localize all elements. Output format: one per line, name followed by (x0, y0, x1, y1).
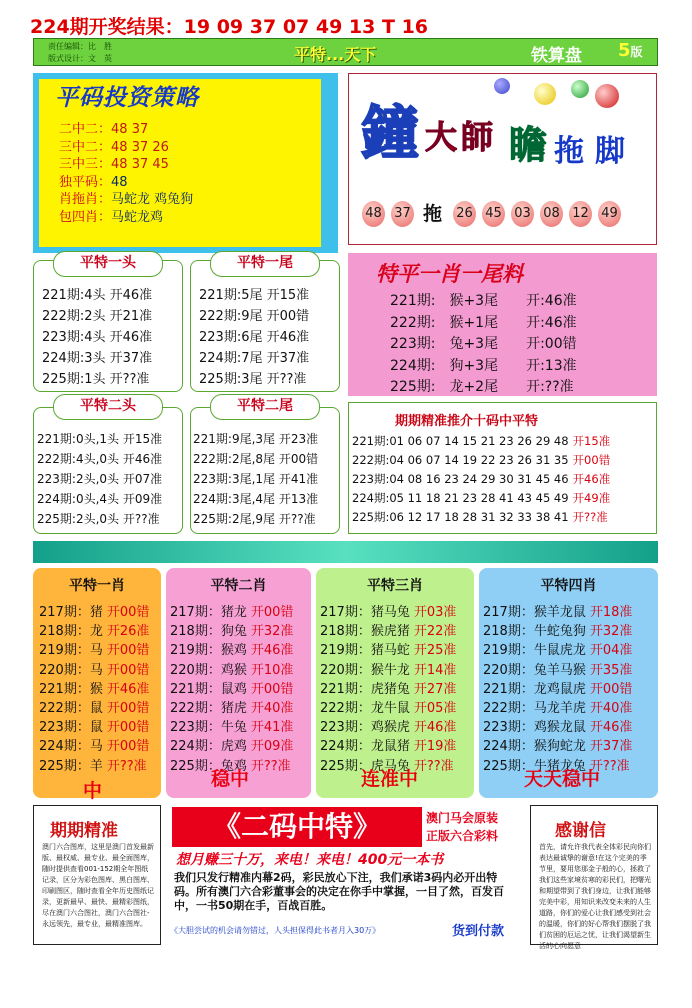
zodiac-pick: 222期：鼠 (39, 701, 103, 716)
zodiac-result: 开25准 (413, 643, 457, 659)
tail1-line: 225期:3尾 开??准 (199, 372, 307, 387)
ball-decoration (494, 78, 510, 94)
zodiac-column-line (483, 639, 632, 658)
zodiac-column-line (170, 639, 293, 658)
zodiac-column-line (39, 639, 149, 658)
zodiac-result: 开??准 (250, 758, 291, 774)
zodiac-result: 开??准 (413, 758, 454, 774)
zodiac-column-line (483, 659, 632, 678)
title-band (33, 38, 658, 66)
accurate-panel (33, 805, 161, 945)
zodiac-result: 开05准 (413, 701, 457, 716)
zodiac-column-line (170, 735, 293, 754)
zodiac-pick: 218期：狗兔 (170, 624, 247, 640)
zodiac-pick: 223期：牛兔 (170, 720, 247, 736)
strategy-row (59, 156, 193, 174)
number-ball: 49 (598, 201, 621, 227)
zodiac-result: 开18准 (589, 605, 633, 620)
designer-credit: 版式设计：文 英 (48, 54, 112, 63)
zodiac-pick: 217期：猴羊龙鼠 (483, 605, 586, 620)
strategy-value: 马蛇龙鸡 (111, 209, 164, 225)
tail1-line: 222期:9尾 开00错 (199, 309, 310, 324)
zodiac-pick: 224期：虎鸡 (170, 739, 247, 755)
ten-code-title: 期期精准推介十码中平特 (395, 414, 539, 429)
zodiac-column-line (320, 601, 456, 620)
zodiac-result: 开37准 (589, 739, 633, 755)
strategy-key: 二中二： (59, 122, 112, 137)
tail2-line: 224期:3尾,4尾 开13准 (193, 492, 319, 506)
two-code-ad (164, 805, 527, 945)
zodiac-pick: 217期：猪 (39, 605, 103, 620)
strategy-row (59, 121, 193, 139)
zodiac-result: 开32准 (589, 624, 633, 640)
zodiac-result: 开40准 (250, 701, 294, 716)
ad-side-line1: 澳门马会原装 (426, 811, 499, 825)
zodiac-pick: 219期：牛鼠虎龙 (483, 643, 586, 659)
tail1-line: 224期:7尾 开37准 (199, 351, 310, 366)
zodiac-column-line (39, 659, 149, 678)
ad-body: 我们只发行精准内幕2码，彩民放心下注，我们承诺3码内必开出特码。所有澳门六合彩董事会的决定在你手中掌握，一目了然，百发百中，一书50期在手，百战百胜。 (174, 871, 504, 912)
zodiac-pick: 219期：马 (39, 643, 103, 659)
zodiac-column (316, 568, 474, 798)
two-code-title: 《二码中特》 (172, 807, 422, 847)
zodiac-column-line (483, 620, 632, 639)
ten-code-result: 开49准 (572, 491, 611, 505)
zodiac-column-line (320, 697, 456, 716)
divider-stripe (33, 541, 658, 563)
zodiac-column (33, 568, 161, 802)
zodiac-pick: 219期：猪马蛇 (320, 643, 410, 659)
zodiac-column-line (39, 735, 149, 754)
zodiac-tail-line: 224期: 狗+3尾 开:13准 (390, 357, 577, 374)
head2-line: 224期:0头,4头 开09准 (37, 492, 163, 506)
zodiac-column-line (170, 601, 293, 620)
editor-credit: 责任编辑：比 胜 (48, 42, 112, 51)
zodiac-pick: 220期：鸡猴 (170, 662, 247, 678)
zodiac-result: 开03准 (413, 605, 457, 620)
head2-line: 223期:2头,0头 开07准 (37, 472, 163, 486)
zodiac-result: 开04准 (589, 643, 633, 659)
ten-code-numbers: 224期:05 11 18 21 23 28 41 43 45 49 (352, 491, 569, 505)
zodiac-column-line (170, 659, 293, 678)
zodiac-result: 开26准 (106, 624, 150, 640)
zodiac-result: 开46准 (250, 643, 294, 659)
zodiac-column-slogan: 连准中 (361, 768, 419, 790)
ten-code-line (352, 471, 610, 487)
draw-result-header: 224期开奖结果：19 09 37 07 49 13 T 16 (30, 16, 429, 38)
head1-line: 222期:2头 开21准 (42, 309, 153, 324)
zodiac-pick: 221期：虎猪兔 (320, 681, 410, 697)
zodiac-pick: 220期：兔羊马猴 (483, 662, 586, 678)
ad-pay: 货到付款 (452, 924, 505, 939)
zodiac-pick: 219期：猴鸡 (170, 643, 247, 659)
zodiac-column-line (483, 601, 632, 620)
zodiac-pick: 225期：兔鸡 (170, 758, 247, 774)
zodiac-pick: 222期：龙牛鼠 (320, 701, 410, 716)
zodiac-column-line (39, 678, 149, 697)
ten-code-numbers: 222期:04 06 07 14 19 22 23 26 31 35 (352, 453, 569, 467)
zodiac-column-slogan: 天天稳中 (524, 768, 601, 790)
zodiac-column-line (320, 678, 456, 697)
zodiac-result: 开46准 (413, 720, 457, 736)
zodiac-result: 开10准 (250, 662, 294, 678)
zodiac-column-line (320, 735, 456, 754)
strategy-value: 48 37 (111, 122, 149, 137)
zodiac-column-line (170, 678, 293, 697)
zodiac-result: 开00错 (106, 701, 150, 716)
strategy-panel (33, 73, 338, 253)
ten-code-line (352, 509, 608, 525)
zodiac-column-line (483, 716, 632, 735)
zodiac-column-title: 平特四肖 (540, 578, 597, 594)
head1-line: 224期:3头 开37准 (42, 351, 153, 366)
strategy-value: 48 37 45 (111, 157, 169, 172)
head1-line: 223期:4头 开46准 (42, 330, 153, 345)
zodiac-pick: 217期：猪龙 (170, 605, 247, 620)
strategy-key: 独平码： (59, 174, 112, 190)
zodiac-pick: 220期：马 (39, 662, 103, 678)
zodiac-pick: 217期：猪马兔 (320, 605, 410, 620)
zodiac-pick: 218期：龙 (39, 624, 103, 640)
zodiac-result: 开00错 (250, 605, 294, 620)
master-char: 瞻 (509, 123, 548, 167)
zodiac-column-line (320, 620, 456, 639)
number-ball: 45 (482, 201, 505, 227)
ad-side-line2: 正版六合彩料 (426, 829, 499, 843)
zodiac-pick: 221期：猴 (39, 681, 103, 697)
strategy-key: 包四肖： (59, 209, 112, 225)
number-ball: 12 (569, 201, 592, 227)
zodiac-pick: 222期：猪虎 (170, 701, 247, 716)
zodiac-pick: 225期：羊 (39, 758, 103, 774)
ten-code-numbers: 223期:04 08 16 23 24 29 30 31 45 46 (352, 472, 569, 486)
ten-code-numbers: 221期:01 06 07 14 15 21 23 26 29 48 (352, 434, 569, 448)
strategy-row (59, 174, 193, 192)
zodiac-pick: 224期：猴狗蛇龙 (483, 739, 586, 755)
version-number: 5版 (618, 40, 643, 61)
ten-code-line (352, 433, 610, 449)
head1-line: 225期:1头 开??准 (42, 372, 150, 387)
zodiac-result: 开00错 (106, 605, 150, 620)
zodiac-result: 开22准 (413, 624, 457, 640)
zodiac-tail-line: 222期: 猴+1尾 开:46准 (390, 314, 577, 331)
ten-code-result: 开15准 (572, 434, 611, 448)
tuo-label: 拖 (423, 203, 443, 225)
zodiac-pick: 225期：牛猪龙兔 (483, 758, 586, 774)
zodiac-column-line (483, 735, 632, 754)
zodiac-column (479, 568, 658, 798)
ad-note: 《大胆尝试的机会请勿错过，人头担保得此书者月入30万》 (170, 926, 381, 935)
strategy-title: 平码投资策略 (55, 85, 199, 111)
strategy-row (59, 191, 193, 209)
master-char: 鐘 (361, 99, 420, 167)
zodiac-column-line (39, 620, 149, 639)
ad-slogan: 想月赚三十万，来电！来电！400元一本书 (176, 852, 444, 868)
tail2-line: 223期:3尾,1尾 开41准 (193, 472, 319, 486)
zodiac-column-line (483, 697, 632, 716)
zodiac-result: 开27准 (413, 681, 457, 697)
zodiac-pick: 221期：鼠鸡 (170, 681, 247, 697)
strategy-value: 马蛇龙 鸡兔狗 (111, 192, 194, 207)
strategy-key: 三中二： (59, 139, 112, 155)
zodiac-result: 开00错 (106, 720, 150, 736)
tail2-title: 平特二尾 (210, 394, 320, 420)
zodiac-column-line (320, 659, 456, 678)
tail1-line: 223期:6尾 开46准 (199, 330, 310, 345)
band-center-title: 平特...天下 (294, 45, 377, 64)
thanks-title: 感谢信 (555, 821, 606, 841)
master-char: 師 (461, 118, 494, 156)
zodiac-pick: 223期：鸡猴龙鼠 (483, 720, 586, 736)
strategy-value: 48 37 26 (111, 139, 169, 155)
head1-title: 平特一头 (53, 251, 163, 277)
zodiac-pick: 225期：虎马兔 (320, 758, 410, 774)
zodiac-pick: 218期：牛蛇兔狗 (483, 624, 586, 640)
zodiac-result: 开00错 (589, 681, 633, 697)
head1-line: 221期:4头 开46准 (42, 288, 153, 303)
number-ball: 26 (453, 201, 476, 227)
zodiac-result: 开40准 (589, 701, 633, 716)
master-char: 大 (425, 118, 458, 156)
zodiac-result: 开00错 (106, 643, 150, 659)
master-char: 脚 (595, 134, 625, 169)
strategy-row (59, 139, 193, 157)
zodiac-column-line (39, 697, 149, 716)
zodiac-result: 开00错 (250, 681, 294, 697)
zodiac-result: 开??准 (106, 758, 147, 774)
tail1-title: 平特一尾 (210, 251, 320, 277)
zodiac-column (166, 568, 311, 798)
zodiac-result: 开00错 (106, 662, 150, 678)
number-ball: 48 (362, 201, 385, 227)
zodiac-result: 开19准 (413, 739, 457, 755)
zodiac-column-line (320, 639, 456, 658)
tail2-line: 221期:9尾,3尾 开23准 (193, 432, 319, 446)
strategy-key: 肖拖肖： (59, 192, 112, 207)
ball-decoration (595, 84, 619, 108)
zodiac-result: 开41准 (250, 720, 294, 736)
accurate-title: 期期精准 (50, 821, 118, 841)
number-ball: 37 (391, 201, 414, 227)
zodiac-pick: 221期：龙鸡鼠虎 (483, 681, 586, 697)
zodiac-column-slogan: 稳中 (211, 768, 250, 790)
zodiac-column-line (39, 755, 147, 774)
ten-code-result: 开46准 (572, 472, 611, 486)
number-ball: 03 (511, 201, 534, 227)
strategy-key: 三中三： (59, 157, 112, 172)
zodiac-pick: 223期：鼠 (39, 720, 103, 736)
head2-title: 平特二头 (53, 394, 163, 420)
zodiac-column-line (39, 716, 149, 735)
ten-code-numbers: 225期:06 12 17 18 28 31 32 33 38 41 (352, 510, 569, 524)
zodiac-result: 开00错 (106, 739, 150, 755)
zodiac-tail-line: 221期: 猴+3尾 开:46准 (390, 293, 577, 309)
thanks-panel (530, 805, 658, 950)
strategy-rows (59, 121, 193, 226)
zodiac-tail-line: 223期: 兔+3尾 开:00错 (390, 336, 577, 352)
zodiac-pick: 222期：马龙羊虎 (483, 701, 586, 716)
zodiac-column-title: 平特一肖 (69, 578, 125, 594)
tail2-line: 225期:2尾,9尾 开??准 (193, 512, 316, 526)
tail2-line: 222期:2尾,8尾 开00错 (193, 452, 319, 466)
zodiac-pick: 224期：马 (39, 739, 103, 755)
strategy-value: 48 (111, 174, 128, 190)
strategy-row (59, 209, 193, 227)
ball-decoration (571, 80, 589, 98)
zodiac-result: 开46准 (589, 720, 633, 736)
zodiac-result: 开35准 (589, 662, 633, 678)
zodiac-column-line (170, 697, 293, 716)
zodiac-result: 开09准 (250, 739, 294, 755)
zodiac-column-slogan: 中 (83, 780, 103, 802)
zodiac-column-title: 平特三肖 (367, 578, 423, 594)
zodiac-column-line (483, 678, 632, 697)
head2-line: 222期:4头,0头 开46准 (37, 452, 163, 466)
zodiac-column-title: 平特二肖 (210, 578, 267, 594)
zodiac-column-line (170, 716, 293, 735)
zodiac-tail-title: 特平一肖一尾料 (376, 262, 523, 286)
ten-code-result: 开00错 (572, 453, 611, 467)
zodiac-result: 开32准 (250, 624, 294, 640)
zodiac-column-line (170, 620, 293, 639)
head2-line: 221期:0头,1头 开15准 (37, 432, 163, 446)
accurate-body: 澳门六合图库，这里是澳门首发最新版、最权威、最专业、最全面图库，随时提供查看001-152期全年图纸记录，区分为彩色图库、黑白图库、印刷图区，随时查看全年历史图纸记录，更新最早、最快、最精彩图纸，尽在澳门六合图社，澳门六合图社-永远领先，最专业，最精准图库。 (42, 843, 154, 928)
zodiac-pick: 223期：鸡猴虎 (320, 720, 410, 736)
zodiac-column-line (320, 716, 456, 735)
zodiac-pick: 218期：猴虎猪 (320, 624, 410, 640)
thanks-body: 首先，请允许我代表全体彩民向你们表达最诚挚的谢意!在这个完美的季节里，要用您那金子般的心，拯救了我们这些家境贫寒的彩民们，把曙光和期望带到了我们身边，让我们能够完美中彩，用知识来改变未来的人生道路，你们的爱心让我们感受到社会的温暖，你们的好心帮我们摆脱了我们贫困的厄运之忧，让我们渴望新生活的心向愿意 (539, 843, 651, 950)
number-ball: 08 (540, 201, 563, 227)
ten-code-line (352, 452, 610, 468)
zodiac-tail-line: 225期: 龙+2尾 开:??准 (390, 379, 574, 395)
zodiac-result: 开14准 (413, 662, 457, 678)
zodiac-column-line (39, 601, 149, 620)
zodiac-result: 开??准 (589, 758, 630, 774)
zodiac-pick: 220期：猴牛龙 (320, 662, 410, 678)
ball-decoration (534, 83, 556, 105)
head2-line: 225期:2头,0头 开??准 (37, 512, 160, 526)
ten-code-line (352, 490, 610, 506)
ten-code-result: 开??准 (572, 510, 608, 524)
band-right-title: 铁算盘 (531, 46, 582, 66)
master-char: 拖 (554, 134, 584, 169)
tail1-line: 221期:5尾 开15准 (199, 288, 310, 303)
zodiac-result: 开46准 (106, 681, 150, 697)
zodiac-pick: 224期：龙鼠猪 (320, 739, 410, 755)
